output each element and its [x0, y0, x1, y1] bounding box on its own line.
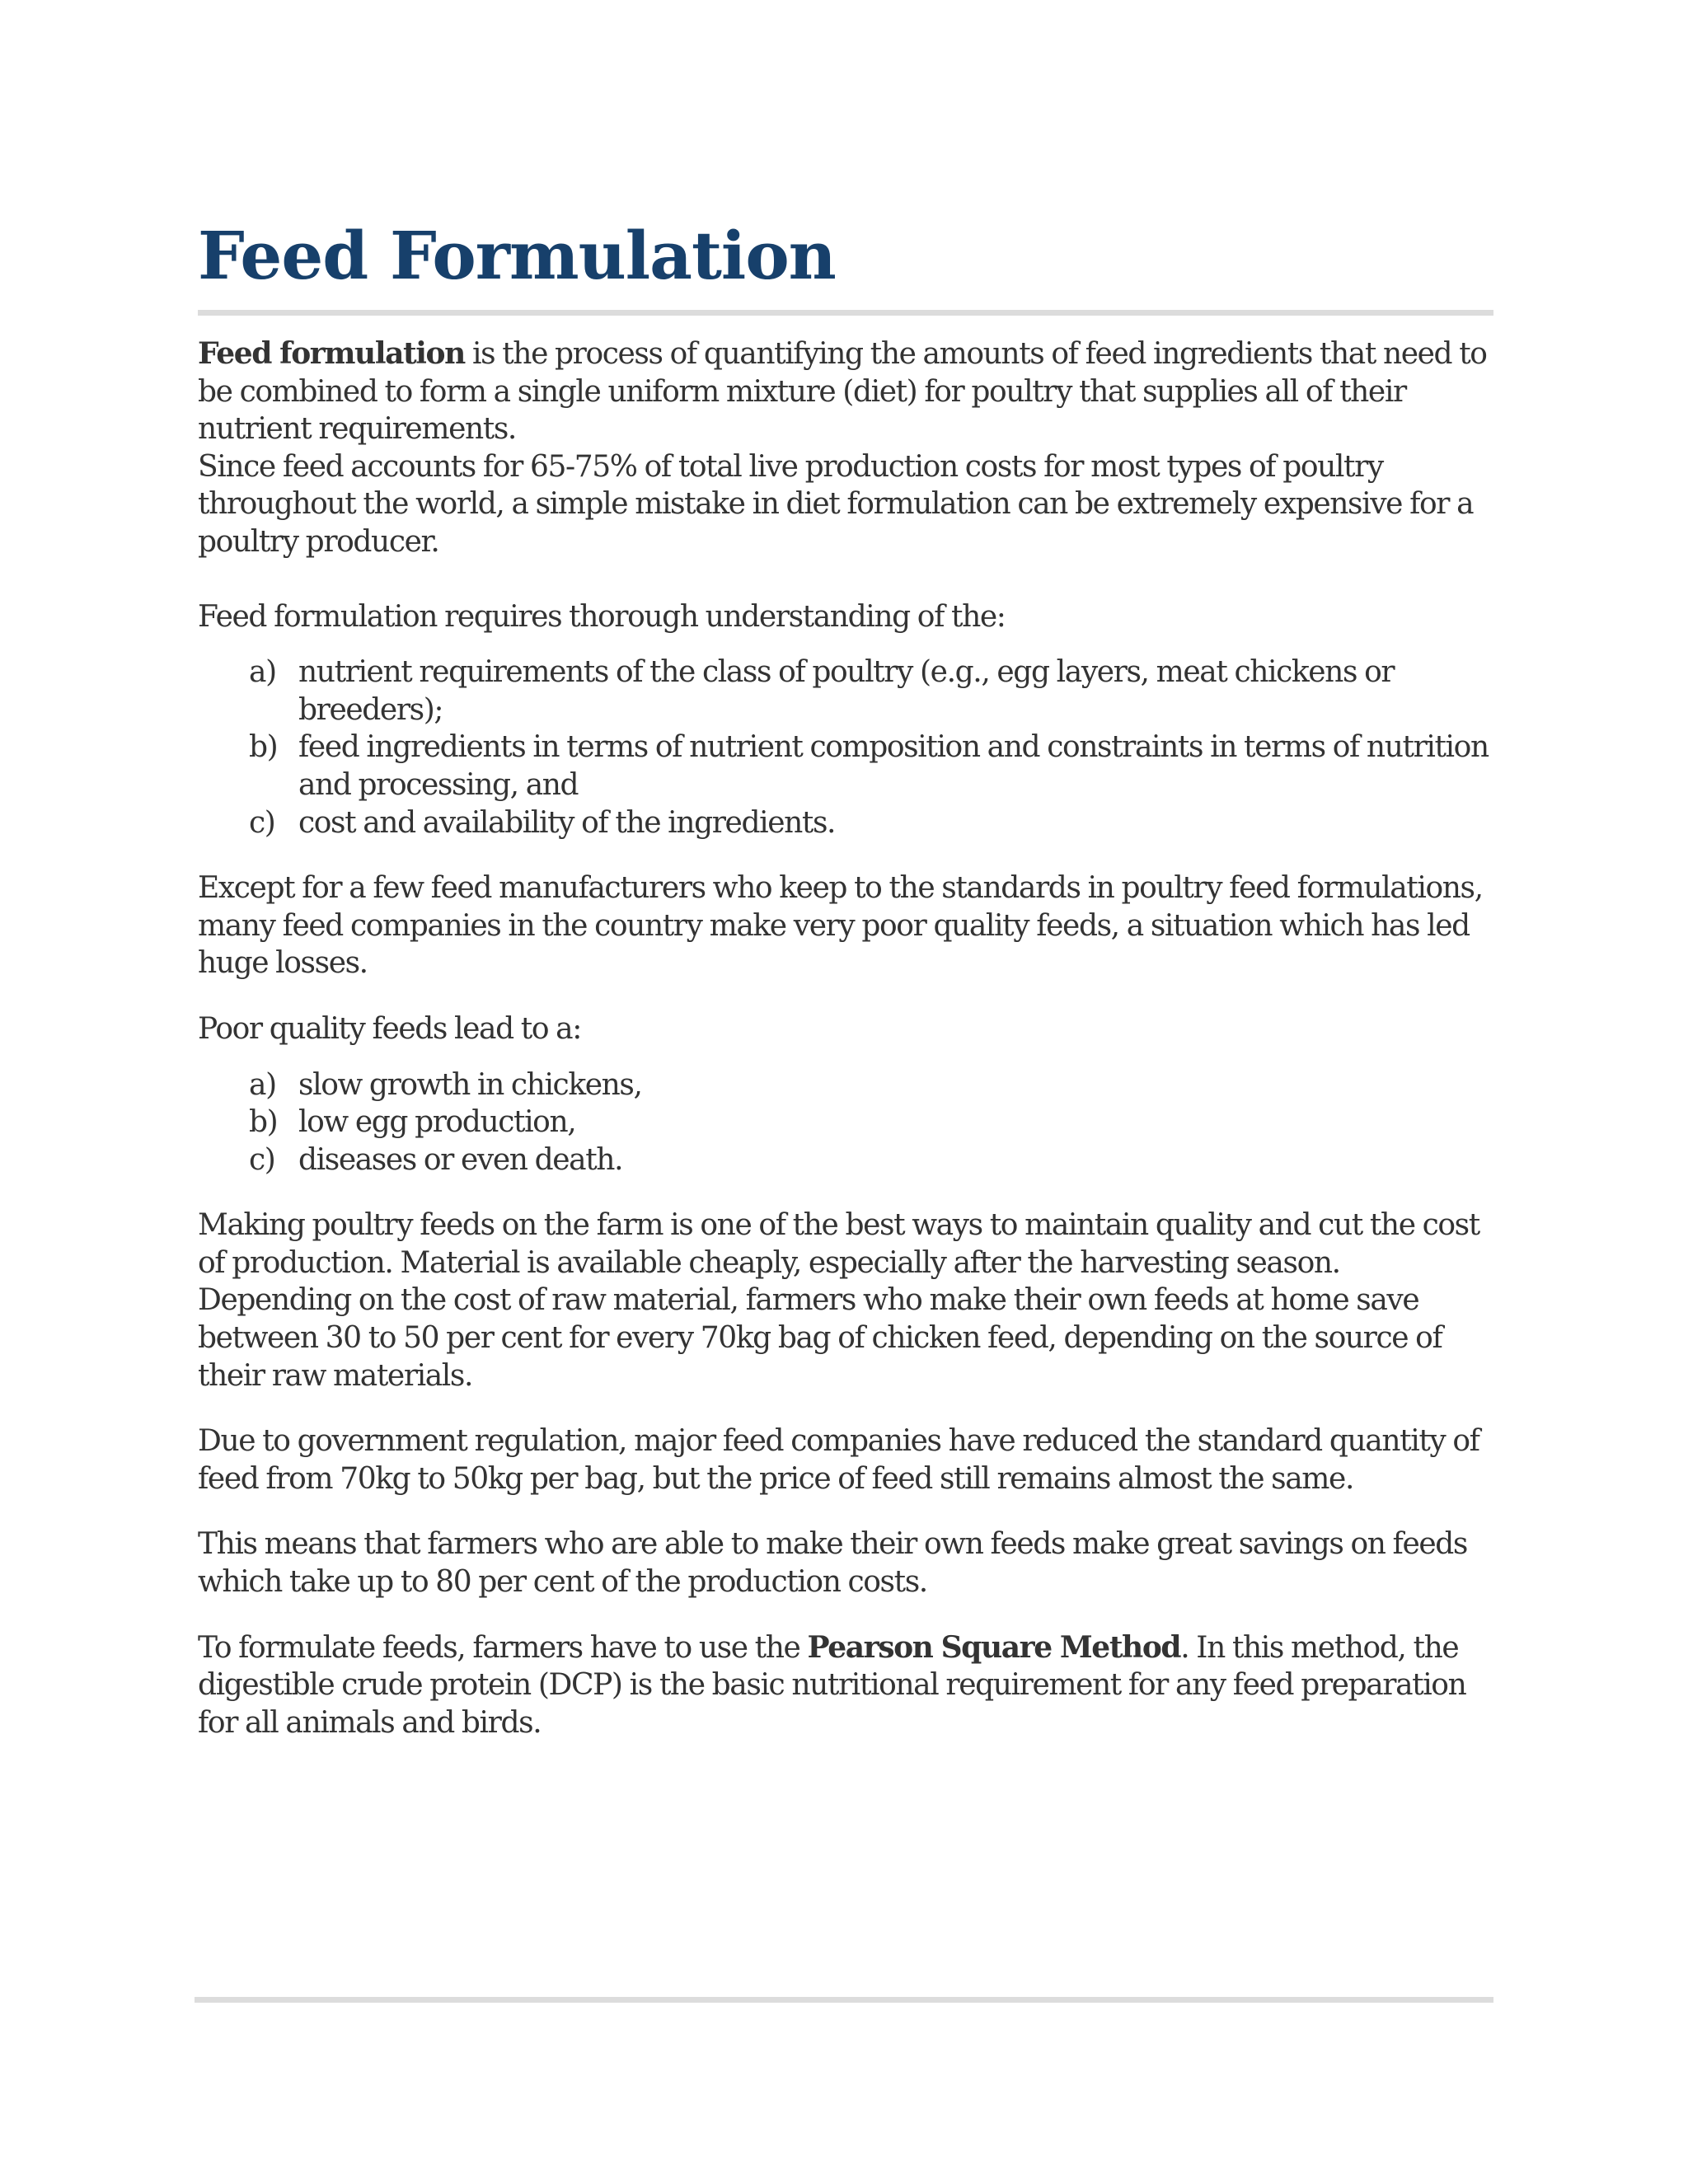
list-item [247, 1141, 1492, 1179]
requirements-list [198, 654, 1492, 841]
list-item-text: feed ingredients in terms of nutrient composition and constraints in terms of nutrition and processing, and [298, 730, 1489, 802]
footer-divider [195, 1997, 1493, 2003]
list-item-text: nutrient requirements of the class of poultry (e.g., egg layers, meat chickens or breeders); [298, 655, 1395, 727]
intro-text: is the process of quantifying the amounts of feed ingredients that need to be combined to form a single uniform mixture (diet) for poultry that supplies all of their nutrient requirements. [198, 337, 1487, 447]
intro-paragraph [198, 335, 1492, 448]
regulation-paragraph: Due to government regulation, major feed companies have reduced the standard quantity of feed from 70kg to 50kg per bag, but the price of feed still remains almost the same. [198, 1424, 1479, 1496]
list-marker: c) [249, 805, 275, 840]
list-item [247, 654, 1492, 729]
document-page [198, 206, 1492, 1741]
document-body [198, 335, 1492, 1741]
list-item-text: cost and availability of the ingredients. [298, 805, 836, 840]
list-item [247, 1066, 1492, 1104]
pearson-bold-term: Pearson Square Method [807, 1629, 1181, 1665]
requires-intro: Feed formulation requires thorough understanding of the: [198, 599, 1006, 634]
page-title: Feed Formulation [198, 217, 836, 294]
savings-paragraph: This means that farmers who are able to make their own feeds make great savings on feeds which take up to 80 per cent of the production costs. [198, 1527, 1468, 1600]
pearson-text-before: To formulate feeds, farmers have to use the [198, 1630, 808, 1665]
intro-bold-term: Feed formulation [198, 336, 465, 371]
list-marker: b) [249, 1105, 278, 1140]
list-marker: b) [249, 730, 278, 765]
list-item-text: diseases or even death. [298, 1142, 623, 1177]
list-marker: a) [249, 1067, 276, 1102]
list-item [247, 804, 1492, 842]
list-item-text: low egg production, [298, 1105, 576, 1140]
cost-paragraph: Since feed accounts for 65-75% of total live production costs for most types of poultry throughout the world, a simple mistake in diet formulation can be extremely expensive for a poultry producer. [198, 449, 1474, 559]
title-divider [198, 310, 1493, 316]
list-marker: a) [249, 655, 276, 690]
manufacturers-paragraph: Except for a few feed manufacturers who keep to the standards in poultry feed formulations, many feed companies in the country make very poor quality feeds, a situation which has led huge losses. [198, 871, 1483, 981]
list-marker: c) [249, 1142, 275, 1177]
farm-paragraph: Making poultry feeds on the farm is one of the best ways to maintain quality and cut the cost of production. Material is available cheaply, especially after the harvesting season. Depending on the cost of raw material, farmers who make their own feeds at home save between 30 to 50 per cent for every 70kg bag of chicken feed, depending on the source of their raw materials. [198, 1208, 1479, 1393]
pearson-paragraph [198, 1629, 1492, 1742]
list-item-text: slow growth in chickens, [298, 1067, 642, 1102]
list-item [247, 1104, 1492, 1141]
poor-quality-list [198, 1066, 1492, 1179]
pearson-text-after: . In this method, the digestible crude protein (DCP) is the basic nutritional requirement for any feed preparation for all animals and birds. [198, 1630, 1466, 1740]
list-item [247, 729, 1492, 804]
poor-quality-intro: Poor quality feeds lead to a: [198, 1011, 581, 1046]
